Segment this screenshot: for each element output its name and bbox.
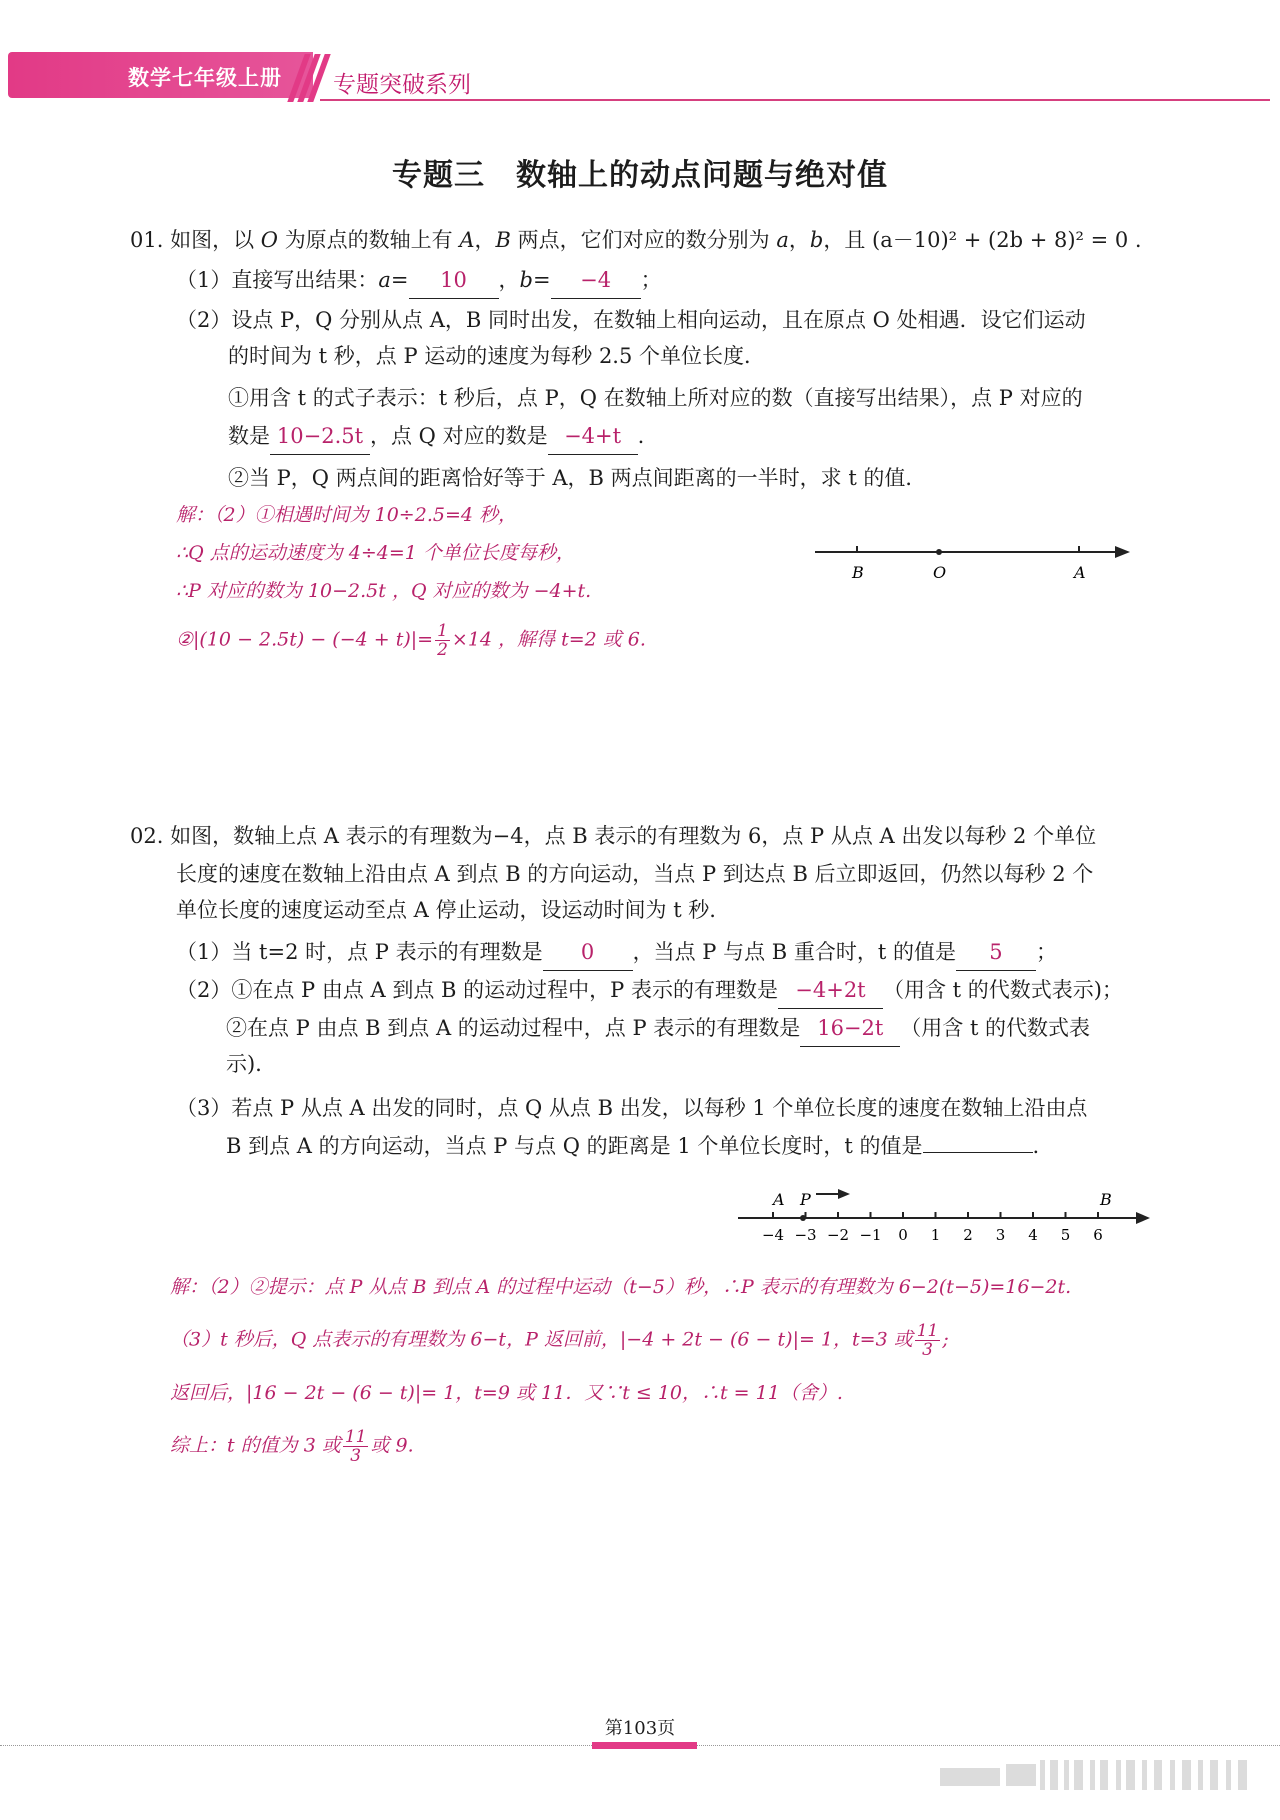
q1-part2-sub1-line2: 数是 10−2.5t ，点 Q 对应的数是 −4+t .: [228, 418, 644, 455]
q2-stem-line2: 长度的速度在数轴上沿由点 A 到点 B 的方向运动，当点 P 到达点 B 后立即返回，仍然以每秒 2 个: [176, 862, 1094, 886]
q2-part2-line3: 示)．: [226, 1052, 277, 1076]
q1-equation: (a－10)² + (2b + 8)² = 0 .: [872, 228, 1142, 252]
q2-p1-b: ，当点 P 与点 B 重合时，t 的值是: [632, 940, 956, 964]
fraction-eleven-thirds: [343, 1428, 369, 1465]
q2-answer-2: 5: [956, 934, 1036, 971]
q2-p3-b: B 到点 A 的方向运动，当点 P 与点 Q 的距离是 1 个单位长度时，t 的值是: [226, 1134, 923, 1158]
axis-tick-label: 3: [995, 1226, 1006, 1244]
q1-part2-sub2: ②当 P，Q 两点间的距离恰好等于 A，B 两点间距离的一半时，求 t 的值．: [228, 466, 927, 490]
q2-stem-line3: 单位长度的速度运动至点 A 停止运动，设运动时间为 t 秒.: [176, 898, 716, 922]
q2-sol2-a: （3）t 秒后，Q 点表示的有理数为 6−t，P 返回前，|−4 + 2t − (6 − t)|= 1，t=3 或: [170, 1328, 913, 1351]
q2-solution-1: 解：（2）②提示：点 P 从点 B 到点 A 的过程中运动（t−5）秒，∴P 表示的有理数为 6−2(t−5)=16−2t.: [170, 1276, 1072, 1298]
q1-sol4-a: ②|(10 − 2.5t) − (−4 + t)|=: [176, 628, 434, 651]
fraction-eleven-thirds: [915, 1322, 941, 1359]
q1-stem-c: 两点，它们对应的数分别为: [517, 228, 770, 252]
q2-p2-a: （2）①在点 P 由点 A 到点 B 的运动过程中，P 表示的有理数是: [176, 978, 778, 1002]
fraction-num: 1: [437, 621, 448, 641]
q2-part3-line1: （3）若点 P 从点 A 出发的同时，点 Q 从点 B 出发，以每秒 1 个单位长度的速度在数轴上沿由点: [176, 1096, 1088, 1120]
q2-solution-4: [170, 1428, 414, 1465]
q2-solution-3: 返回后，|16 − 2t − (6 − t)|= 1，t=9 或 11．又∵t ≤ 10，∴t = 11（舍）.: [170, 1382, 843, 1404]
q2-sol4-b: 或 9.: [370, 1434, 414, 1457]
q1-number-line: [815, 538, 1135, 588]
q2-part2-line2: [226, 1010, 1090, 1047]
q1-solution-2: ∴Q 点的运动速度为 4÷4=1 个单位长度每秒，: [176, 542, 575, 564]
q1-answer-a: 10: [409, 262, 499, 299]
q2-answer-5: [923, 1152, 1033, 1153]
q1-stem-d: ，且: [823, 228, 866, 252]
q1-stem-b: 为原点的数轴上有: [284, 228, 453, 252]
footer-accent: [592, 1742, 697, 1749]
fraction-den: 2: [437, 640, 448, 660]
q2-answer-3: −4+2t: [778, 972, 883, 1009]
q2-p1-a: （1）当 t=2 时，点 P 表示的有理数是: [176, 940, 543, 964]
axis-tick-label: 2: [963, 1226, 973, 1244]
q1-sub1-pre: 数是: [228, 424, 270, 448]
q1-sol4-b: ×14 ，解得 t=2 或 6.: [451, 628, 646, 651]
q2-stem-line1: [130, 818, 1096, 854]
label-b: B: [1100, 1190, 1112, 1209]
q1-solution-3: ∴P 对应的数为 10−2.5t ，Q 对应的数为 −4+t.: [176, 580, 592, 602]
axis-tick-label: 5: [1060, 1226, 1071, 1244]
q2-p2-b: （用含 t 的代数式表示)；: [882, 978, 1123, 1002]
q1-part2-sub1-line1: ①用含 t 的式子表示：t 秒后，点 P，Q 在数轴上所对应的数（直接写出结果），点 P 对应的: [228, 386, 1083, 410]
axis-arrow: [1115, 546, 1130, 558]
origin-dot: [936, 549, 942, 555]
q2-answer-4: 16−2t: [800, 1010, 900, 1047]
q1-number: 01.: [130, 228, 164, 252]
q2-p2-c: ②在点 P 由点 B 到点 A 的运动过程中，点 P 表示的有理数是: [226, 1016, 801, 1040]
q2-part1: （1）当 t=2 时，点 P 表示的有理数是 0 ，当点 P 与点 B 重合时，t 的值是 5 ；: [176, 934, 1057, 971]
fraction-den: 3: [922, 1340, 933, 1360]
point-p-dot: [800, 1215, 806, 1221]
q2-answer-1: 0: [543, 934, 633, 971]
q1-answer-q: −4+t: [548, 418, 638, 455]
axis-ticks: [762, 1212, 1103, 1244]
q2-solution-2: （3）t 秒后，Q 点表示的有理数为 6−t，P 返回前，|−4 + 2t − (6 − t)|= 1，t=3 或 $\frac{11}{3}$ ;: [170, 1321, 949, 1360]
q2-part2-line1: [176, 972, 1123, 1009]
axis-tick-label: −2: [826, 1226, 850, 1244]
page-title: 专题三 数轴上的动点问题与绝对值: [392, 158, 888, 193]
axis-tick-label: 4: [1028, 1226, 1038, 1244]
axis-tick-label: −4: [761, 1226, 785, 1244]
axis-tick-label: −1: [859, 1226, 882, 1244]
q2-stem1: 如图，数轴上点 A 表示的有理数为−4，点 B 表示的有理数为 6，点 P 从点 A 出发以每秒 2 个单位: [170, 824, 1097, 848]
label-b: B: [852, 563, 864, 582]
q1-stem: 01. 如图，以 O 为原点的数轴上有 A，B 两点，它们对应的数分别为 a，b，且 (a－10)² + (2b + 8)² = 0 .: [130, 228, 1142, 252]
fraction-den: 3: [350, 1446, 362, 1466]
direction-arrow-icon: [838, 1189, 850, 1199]
fraction-num: 11: [344, 1427, 367, 1447]
axis-tick-label: 0: [898, 1226, 908, 1244]
q2-number: 02.: [130, 824, 164, 848]
q1-answer-p: 10−2.5t: [270, 418, 370, 455]
q1-solution-4: [176, 622, 646, 659]
label-o: O: [933, 563, 947, 582]
label-a: A: [1074, 563, 1086, 582]
header-tag: [8, 52, 313, 98]
q2-number-line: [738, 1182, 1158, 1252]
q1-sub1-mid: ，点 Q 对应的数是: [370, 424, 548, 448]
fraction-half: [435, 622, 450, 659]
fraction-num: 11: [916, 1321, 939, 1341]
barcode-decoration: [940, 1760, 1270, 1795]
axis-arrow: [1136, 1212, 1150, 1224]
q2-sol4-a: 综上：t 的值为 3 或: [170, 1434, 341, 1457]
label-p: P: [800, 1190, 811, 1209]
header-book-title: 数学七年级上册: [128, 66, 282, 90]
axis-tick-label: 1: [930, 1226, 941, 1244]
page-number: 第103页: [604, 1718, 676, 1739]
header-rule: [320, 99, 1270, 101]
q1-solution-1: 解：（2）①相遇时间为 10÷2.5=4 秒，: [176, 504, 517, 526]
axis-tick-label: 6: [1093, 1226, 1103, 1244]
q2-p2-d: （用含 t 的代数式表: [900, 1016, 1091, 1040]
label-a: A: [773, 1190, 785, 1209]
q1-part2-line1: （2）设点 P，Q 分别从点 A，B 同时出发，在数轴上相向运动，且在原点 O 处相遇．设它们运动: [176, 308, 1086, 332]
q1-part2-line2: 的时间为 t 秒，点 P 运动的速度为每秒 2.5 个单位长度．: [228, 344, 766, 368]
q1-stem-a: 如图，以: [170, 228, 255, 252]
page-header: [0, 52, 1280, 102]
q1-part1: （1）直接写出结果：a= 10 ，b= −4 ；: [176, 262, 662, 299]
q2-part3-line2: B 到点 A 的方向运动，当点 P 与点 Q 的距离是 1 个单位长度时，t 的值是 .: [226, 1134, 1040, 1158]
q1-part1-label: （1）直接写出结果：: [176, 268, 379, 292]
q1-answer-b: −4: [551, 262, 641, 299]
axis-tick-label: −3: [794, 1226, 817, 1244]
header-series: 专题突破系列: [333, 72, 471, 98]
